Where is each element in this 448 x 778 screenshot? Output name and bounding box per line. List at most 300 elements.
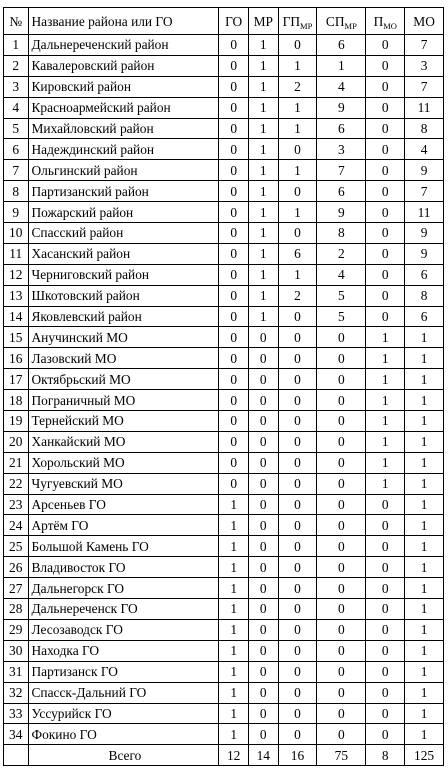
cell-sp: 8	[317, 223, 366, 244]
cell-mr: 1	[248, 35, 278, 56]
cell-mr: 1	[248, 97, 278, 118]
cell-go: 1	[219, 619, 249, 640]
cell-mr: 1	[248, 306, 278, 327]
cell-mr: 1	[248, 139, 278, 160]
cell-mr: 0	[248, 578, 278, 599]
cell-name: Кировский район	[28, 76, 219, 97]
cell-go: 0	[219, 431, 249, 452]
cell-name: Шкотовский район	[28, 285, 219, 306]
cell-go: 0	[219, 118, 249, 139]
table-row	[4, 160, 444, 181]
cell-number: 29	[4, 619, 29, 640]
cell-mr: 1	[248, 285, 278, 306]
cell-number: 16	[4, 348, 29, 369]
cell-mr: 1	[248, 223, 278, 244]
cell-name: Владивосток ГО	[28, 557, 219, 578]
cell-go: 0	[219, 285, 249, 306]
cell-gp: 0	[278, 724, 317, 745]
cell-number: 13	[4, 285, 29, 306]
total-go: 12	[219, 745, 249, 766]
total-mo: 125	[405, 745, 444, 766]
cell-sp: 0	[317, 431, 366, 452]
cell-number: 27	[4, 578, 29, 599]
cell-mr: 0	[248, 431, 278, 452]
cell-mr: 1	[248, 55, 278, 76]
cell-name: Анучинский МО	[28, 327, 219, 348]
cell-mo: 1	[405, 473, 444, 494]
cell-number: 34	[4, 724, 29, 745]
cell-sp: 0	[317, 494, 366, 515]
cell-go: 1	[219, 515, 249, 536]
cell-gp: 1	[278, 160, 317, 181]
cell-mr: 0	[248, 536, 278, 557]
cell-mo: 3	[405, 55, 444, 76]
cell-p: 0	[366, 35, 405, 56]
cell-mr: 0	[248, 473, 278, 494]
cell-name: Ольгинский район	[28, 160, 219, 181]
cell-p: 0	[366, 724, 405, 745]
cell-mo: 7	[405, 76, 444, 97]
cell-p: 0	[366, 557, 405, 578]
cell-gp: 0	[278, 306, 317, 327]
cell-gp: 0	[278, 557, 317, 578]
cell-gp: 0	[278, 327, 317, 348]
cell-name: Лесозаводск ГО	[28, 619, 219, 640]
table-row	[4, 285, 444, 306]
cell-p: 0	[366, 97, 405, 118]
cell-go: 0	[219, 55, 249, 76]
cell-number: 23	[4, 494, 29, 515]
cell-p: 1	[366, 452, 405, 473]
cell-mo: 1	[405, 703, 444, 724]
total-mr: 14	[248, 745, 278, 766]
cell-name: Партизанский район	[28, 181, 219, 202]
cell-go: 1	[219, 661, 249, 682]
cell-mr: 1	[248, 202, 278, 223]
cell-gp: 0	[278, 536, 317, 557]
cell-mr: 1	[248, 181, 278, 202]
table-row	[4, 306, 444, 327]
cell-sp: 3	[317, 139, 366, 160]
cell-number: 21	[4, 452, 29, 473]
header-mr: МР	[248, 8, 278, 35]
cell-sp: 0	[317, 515, 366, 536]
cell-go: 0	[219, 348, 249, 369]
cell-name: Арсеньев ГО	[28, 494, 219, 515]
cell-mr: 0	[248, 411, 278, 432]
table-row	[4, 411, 444, 432]
cell-go: 0	[219, 369, 249, 390]
cell-mo: 9	[405, 160, 444, 181]
cell-sp: 0	[317, 536, 366, 557]
cell-number: 20	[4, 431, 29, 452]
cell-go: 0	[219, 327, 249, 348]
header-p-sub: МО	[383, 20, 397, 31]
total-label: Всего	[28, 745, 219, 766]
cell-p: 0	[366, 515, 405, 536]
cell-mo: 9	[405, 223, 444, 244]
cell-sp: 9	[317, 97, 366, 118]
cell-sp: 0	[317, 411, 366, 432]
cell-mo: 1	[405, 724, 444, 745]
cell-mo: 1	[405, 661, 444, 682]
table-row	[4, 97, 444, 118]
cell-p: 0	[366, 703, 405, 724]
cell-mo: 1	[405, 411, 444, 432]
cell-gp: 0	[278, 494, 317, 515]
cell-mo: 7	[405, 181, 444, 202]
cell-p: 0	[366, 202, 405, 223]
cell-go: 0	[219, 264, 249, 285]
cell-p: 0	[366, 76, 405, 97]
table-row	[4, 76, 444, 97]
cell-number: 11	[4, 243, 29, 264]
table-row	[4, 390, 444, 411]
cell-gp: 0	[278, 369, 317, 390]
cell-go: 1	[219, 599, 249, 620]
cell-gp: 0	[278, 390, 317, 411]
cell-go: 0	[219, 202, 249, 223]
total-sp: 75	[317, 745, 366, 766]
table-row	[4, 431, 444, 452]
cell-name: Михайловский район	[28, 118, 219, 139]
cell-mo: 6	[405, 306, 444, 327]
cell-mr: 0	[248, 369, 278, 390]
table-row	[4, 118, 444, 139]
cell-number: 22	[4, 473, 29, 494]
cell-mo: 1	[405, 431, 444, 452]
cell-mo: 1	[405, 452, 444, 473]
cell-go: 0	[219, 243, 249, 264]
total-row	[4, 745, 444, 766]
cell-gp: 0	[278, 682, 317, 703]
table-row	[4, 557, 444, 578]
cell-p: 0	[366, 682, 405, 703]
cell-name: Черниговский район	[28, 264, 219, 285]
cell-mr: 0	[248, 640, 278, 661]
table-row	[4, 578, 444, 599]
cell-gp: 0	[278, 578, 317, 599]
cell-p: 1	[366, 431, 405, 452]
cell-mo: 7	[405, 35, 444, 56]
cell-sp: 0	[317, 369, 366, 390]
header-gp-main: ГП	[282, 13, 301, 29]
table-row	[4, 369, 444, 390]
cell-name: Красноармейский район	[28, 97, 219, 118]
table-body	[4, 35, 444, 745]
cell-go: 1	[219, 557, 249, 578]
cell-name: Дальнереченск ГО	[28, 599, 219, 620]
header-name: Название района или ГО	[28, 8, 219, 35]
cell-gp: 1	[278, 55, 317, 76]
table-row	[4, 724, 444, 745]
cell-p: 0	[366, 578, 405, 599]
table-row	[4, 35, 444, 56]
cell-name: Уссурийск ГО	[28, 703, 219, 724]
cell-p: 0	[366, 139, 405, 160]
table-row	[4, 327, 444, 348]
cell-name: Ханкайский МО	[28, 431, 219, 452]
cell-mo: 1	[405, 494, 444, 515]
cell-sp: 0	[317, 703, 366, 724]
header-row	[4, 8, 444, 35]
table-row	[4, 452, 444, 473]
cell-p: 0	[366, 599, 405, 620]
cell-go: 0	[219, 160, 249, 181]
cell-mo: 1	[405, 348, 444, 369]
table-row	[4, 473, 444, 494]
cell-sp: 0	[317, 452, 366, 473]
table-row	[4, 599, 444, 620]
cell-p: 1	[366, 473, 405, 494]
cell-sp: 7	[317, 160, 366, 181]
cell-mo: 1	[405, 682, 444, 703]
cell-mo: 6	[405, 264, 444, 285]
cell-go: 0	[219, 97, 249, 118]
cell-name: Дальнегорск ГО	[28, 578, 219, 599]
cell-name: Партизанск ГО	[28, 661, 219, 682]
header-go: ГО	[219, 8, 249, 35]
cell-sp: 0	[317, 640, 366, 661]
cell-p: 0	[366, 160, 405, 181]
table-row	[4, 202, 444, 223]
cell-number: 5	[4, 118, 29, 139]
table-row	[4, 661, 444, 682]
cell-mo: 1	[405, 557, 444, 578]
cell-mr: 0	[248, 557, 278, 578]
cell-p: 1	[366, 411, 405, 432]
cell-mo: 8	[405, 285, 444, 306]
cell-mr: 0	[248, 452, 278, 473]
header-sp-sub: МР	[344, 20, 357, 31]
cell-mo: 4	[405, 139, 444, 160]
cell-go: 0	[219, 181, 249, 202]
cell-p: 0	[366, 55, 405, 76]
table-row	[4, 223, 444, 244]
cell-number: 26	[4, 557, 29, 578]
cell-mo: 1	[405, 390, 444, 411]
cell-name: Фокино ГО	[28, 724, 219, 745]
cell-p: 0	[366, 118, 405, 139]
cell-number: 6	[4, 139, 29, 160]
cell-mo: 1	[405, 327, 444, 348]
cell-number: 12	[4, 264, 29, 285]
cell-name: Находка ГО	[28, 640, 219, 661]
cell-name: Спасский район	[28, 223, 219, 244]
cell-name: Большой Камень ГО	[28, 536, 219, 557]
cell-number: 14	[4, 306, 29, 327]
cell-p: 0	[366, 181, 405, 202]
cell-p: 0	[366, 264, 405, 285]
cell-number: 3	[4, 76, 29, 97]
cell-number: 33	[4, 703, 29, 724]
cell-p: 0	[366, 661, 405, 682]
cell-p: 1	[366, 327, 405, 348]
cell-name: Спасск-Дальний ГО	[28, 682, 219, 703]
cell-sp: 0	[317, 348, 366, 369]
table-row	[4, 494, 444, 515]
cell-number: 8	[4, 181, 29, 202]
table-row	[4, 536, 444, 557]
cell-sp: 0	[317, 619, 366, 640]
cell-mo: 1	[405, 599, 444, 620]
cell-gp: 2	[278, 285, 317, 306]
cell-mr: 0	[248, 515, 278, 536]
cell-mr: 1	[248, 160, 278, 181]
table-row	[4, 640, 444, 661]
cell-go: 1	[219, 494, 249, 515]
cell-number: 7	[4, 160, 29, 181]
header-sp	[317, 8, 366, 35]
cell-go: 1	[219, 682, 249, 703]
cell-mr: 0	[248, 599, 278, 620]
cell-number: 15	[4, 327, 29, 348]
cell-go: 0	[219, 139, 249, 160]
cell-sp: 0	[317, 473, 366, 494]
cell-go: 0	[219, 35, 249, 56]
cell-gp: 6	[278, 243, 317, 264]
cell-mo: 1	[405, 369, 444, 390]
cell-number: 9	[4, 202, 29, 223]
cell-mo: 9	[405, 243, 444, 264]
cell-mo: 1	[405, 515, 444, 536]
cell-p: 0	[366, 243, 405, 264]
cell-p: 0	[366, 494, 405, 515]
header-p-main: П	[373, 13, 384, 29]
cell-gp: 0	[278, 431, 317, 452]
cell-sp: 0	[317, 327, 366, 348]
table-row	[4, 348, 444, 369]
table-row	[4, 682, 444, 703]
cell-mo: 1	[405, 640, 444, 661]
cell-gp: 0	[278, 473, 317, 494]
cell-sp: 0	[317, 578, 366, 599]
cell-gp: 0	[278, 411, 317, 432]
cell-number: 18	[4, 390, 29, 411]
cell-gp: 0	[278, 452, 317, 473]
cell-go: 1	[219, 640, 249, 661]
total-gp: 16	[278, 745, 317, 766]
cell-p: 0	[366, 285, 405, 306]
header-sp-main: СП	[325, 13, 345, 29]
cell-number: 31	[4, 661, 29, 682]
cell-number: 24	[4, 515, 29, 536]
cell-mr: 0	[248, 390, 278, 411]
cell-p: 0	[366, 536, 405, 557]
cell-gp: 0	[278, 619, 317, 640]
cell-sp: 6	[317, 35, 366, 56]
cell-mo: 8	[405, 118, 444, 139]
cell-go: 0	[219, 76, 249, 97]
header-number: №	[4, 8, 29, 35]
cell-gp: 0	[278, 223, 317, 244]
cell-mr: 0	[248, 661, 278, 682]
cell-number: 28	[4, 599, 29, 620]
cell-number: 4	[4, 97, 29, 118]
cell-mr: 0	[248, 682, 278, 703]
cell-mr: 1	[248, 118, 278, 139]
cell-number: 19	[4, 411, 29, 432]
cell-sp: 6	[317, 118, 366, 139]
cell-number: 17	[4, 369, 29, 390]
cell-name: Тернейский МО	[28, 411, 219, 432]
cell-name: Кавалеровский район	[28, 55, 219, 76]
cell-p: 0	[366, 640, 405, 661]
cell-gp: 0	[278, 640, 317, 661]
cell-mo: 1	[405, 536, 444, 557]
cell-sp: 5	[317, 306, 366, 327]
cell-sp: 6	[317, 181, 366, 202]
table-row	[4, 515, 444, 536]
cell-go: 0	[219, 452, 249, 473]
cell-name: Хасанский район	[28, 243, 219, 264]
cell-sp: 0	[317, 390, 366, 411]
cell-mr: 1	[248, 243, 278, 264]
cell-gp: 2	[278, 76, 317, 97]
header-p	[366, 8, 405, 35]
cell-sp: 0	[317, 599, 366, 620]
cell-gp: 1	[278, 202, 317, 223]
cell-gp: 0	[278, 661, 317, 682]
cell-mr: 0	[248, 619, 278, 640]
cell-name: Чугуевский МО	[28, 473, 219, 494]
cell-mo: 1	[405, 619, 444, 640]
cell-name: Лазовский МО	[28, 348, 219, 369]
header-gp	[278, 8, 317, 35]
cell-sp: 4	[317, 264, 366, 285]
table-row	[4, 139, 444, 160]
cell-gp: 0	[278, 348, 317, 369]
cell-go: 0	[219, 411, 249, 432]
cell-sp: 0	[317, 724, 366, 745]
cell-mo: 1	[405, 578, 444, 599]
cell-number: 30	[4, 640, 29, 661]
cell-gp: 0	[278, 139, 317, 160]
cell-sp: 0	[317, 661, 366, 682]
cell-go: 1	[219, 724, 249, 745]
cell-number: 2	[4, 55, 29, 76]
cell-sp: 4	[317, 76, 366, 97]
cell-gp: 0	[278, 515, 317, 536]
cell-p: 0	[366, 223, 405, 244]
cell-name: Дальнереченский район	[28, 35, 219, 56]
cell-p: 1	[366, 348, 405, 369]
cell-number: 32	[4, 682, 29, 703]
cell-sp: 2	[317, 243, 366, 264]
cell-name: Хорольский МО	[28, 452, 219, 473]
cell-sp: 5	[317, 285, 366, 306]
header-mo: МО	[405, 8, 444, 35]
table-row	[4, 243, 444, 264]
cell-p: 1	[366, 369, 405, 390]
cell-name: Пограничный МО	[28, 390, 219, 411]
cell-mr: 0	[248, 703, 278, 724]
total-number-cell	[4, 745, 29, 766]
cell-sp: 1	[317, 55, 366, 76]
cell-gp: 0	[278, 181, 317, 202]
cell-gp: 1	[278, 118, 317, 139]
cell-name: Яковлевский район	[28, 306, 219, 327]
cell-mr: 1	[248, 264, 278, 285]
cell-p: 0	[366, 306, 405, 327]
cell-go: 0	[219, 306, 249, 327]
table-row	[4, 264, 444, 285]
cell-p: 1	[366, 390, 405, 411]
cell-mo: 11	[405, 97, 444, 118]
cell-go: 1	[219, 578, 249, 599]
cell-number: 1	[4, 35, 29, 56]
cell-go: 1	[219, 536, 249, 557]
